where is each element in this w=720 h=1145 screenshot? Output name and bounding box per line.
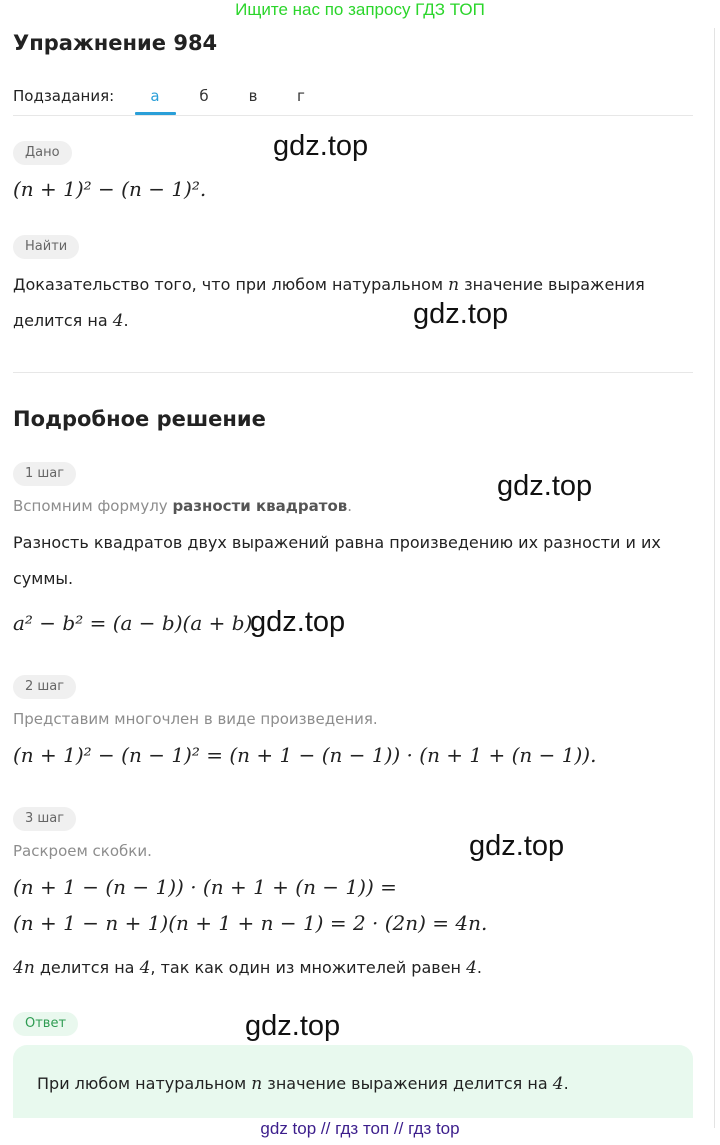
find-text-part: делится на bbox=[13, 311, 113, 330]
var-n: n bbox=[448, 275, 460, 295]
period: . bbox=[563, 1074, 569, 1093]
hint-text: Вспомним формулу bbox=[13, 497, 173, 515]
number-four: 4 bbox=[112, 311, 124, 331]
find-text-part: Доказательство того, что при любом натуральном bbox=[13, 275, 449, 294]
answer-box bbox=[13, 1045, 693, 1118]
conclusion-text: делится на bbox=[34, 958, 140, 977]
tab-b[interactable]: б bbox=[199, 87, 209, 105]
tab-g[interactable]: г bbox=[297, 87, 305, 105]
step1-badge: 1 шаг bbox=[13, 462, 76, 486]
solution-title: Подробное решение bbox=[13, 407, 266, 431]
step2-hint: Представим многочлен в виде произведения. bbox=[13, 710, 378, 728]
find-text-line2 bbox=[13, 311, 129, 331]
watermark: gdz.top bbox=[497, 470, 593, 502]
find-text-part: значение выражения bbox=[459, 275, 645, 294]
expr-4n: 4n bbox=[13, 958, 35, 978]
footer-links[interactable]: gdz top // гдз топ // гдз top bbox=[260, 1119, 460, 1138]
var-n: n bbox=[251, 1074, 263, 1094]
step1-formula: a² − b² = (a − b)(a + b). bbox=[13, 611, 259, 635]
step3-conclusion bbox=[13, 958, 482, 978]
number-four: 4 bbox=[552, 1074, 564, 1094]
given-expression: (n + 1)² − (n − 1)². bbox=[13, 177, 207, 201]
tab-a[interactable]: а bbox=[150, 87, 160, 105]
answer-badge: Ответ bbox=[13, 1012, 78, 1036]
watermark: gdz.top bbox=[469, 830, 565, 862]
search-banner: Ищите нас по запросу ГДЗ ТОП bbox=[235, 0, 485, 19]
find-badge: Найти bbox=[13, 235, 79, 259]
step2-badge: 2 шаг bbox=[13, 675, 76, 699]
right-divider bbox=[714, 28, 715, 1128]
watermark: gdz.top bbox=[273, 130, 369, 162]
hint-text: . bbox=[347, 497, 353, 515]
hint-bold: разности квадратов bbox=[172, 497, 348, 515]
exercise-title: Упражнение 984 bbox=[13, 31, 218, 55]
conclusion-text: , так как один из множителей равен bbox=[150, 958, 467, 977]
given-badge: Дано bbox=[13, 141, 72, 165]
section-divider bbox=[13, 372, 693, 373]
answer-text bbox=[37, 1074, 569, 1094]
answer-text-part: значение выражения делится на bbox=[262, 1074, 553, 1093]
period: . bbox=[123, 311, 129, 330]
subtasks-label: Подзадания: bbox=[13, 87, 115, 105]
answer-text-part: При любом натуральном bbox=[37, 1074, 252, 1093]
step3-formula-line1: (n + 1 − (n − 1)) · (n + 1 + (n − 1)) = bbox=[13, 875, 397, 899]
step3-formula-line2: (n + 1 − n + 1)(n + 1 + n − 1) = 2 · (2n) = 4n. bbox=[13, 911, 488, 935]
period: . bbox=[476, 958, 482, 977]
find-text-line1 bbox=[13, 275, 645, 295]
step3-hint: Раскроем скобки. bbox=[13, 842, 152, 860]
watermark: gdz.top bbox=[413, 298, 509, 330]
watermark: gdz.top bbox=[250, 606, 346, 638]
step2-formula: (n + 1)² − (n − 1)² = (n + 1 − (n − 1)) · (n + 1 + (n − 1)). bbox=[13, 743, 597, 767]
tab-v[interactable]: в bbox=[248, 87, 258, 105]
step1-line2: суммы. bbox=[13, 569, 74, 588]
number-four: 4 bbox=[139, 958, 151, 978]
number-four: 4 bbox=[466, 958, 477, 978]
step1-line1: Разность квадратов двух выражений равна произведению их разности и их bbox=[13, 533, 661, 552]
step3-badge: 3 шаг bbox=[13, 807, 76, 831]
tabs-divider bbox=[13, 115, 693, 116]
watermark: gdz.top bbox=[245, 1010, 341, 1042]
step1-hint bbox=[13, 497, 352, 515]
